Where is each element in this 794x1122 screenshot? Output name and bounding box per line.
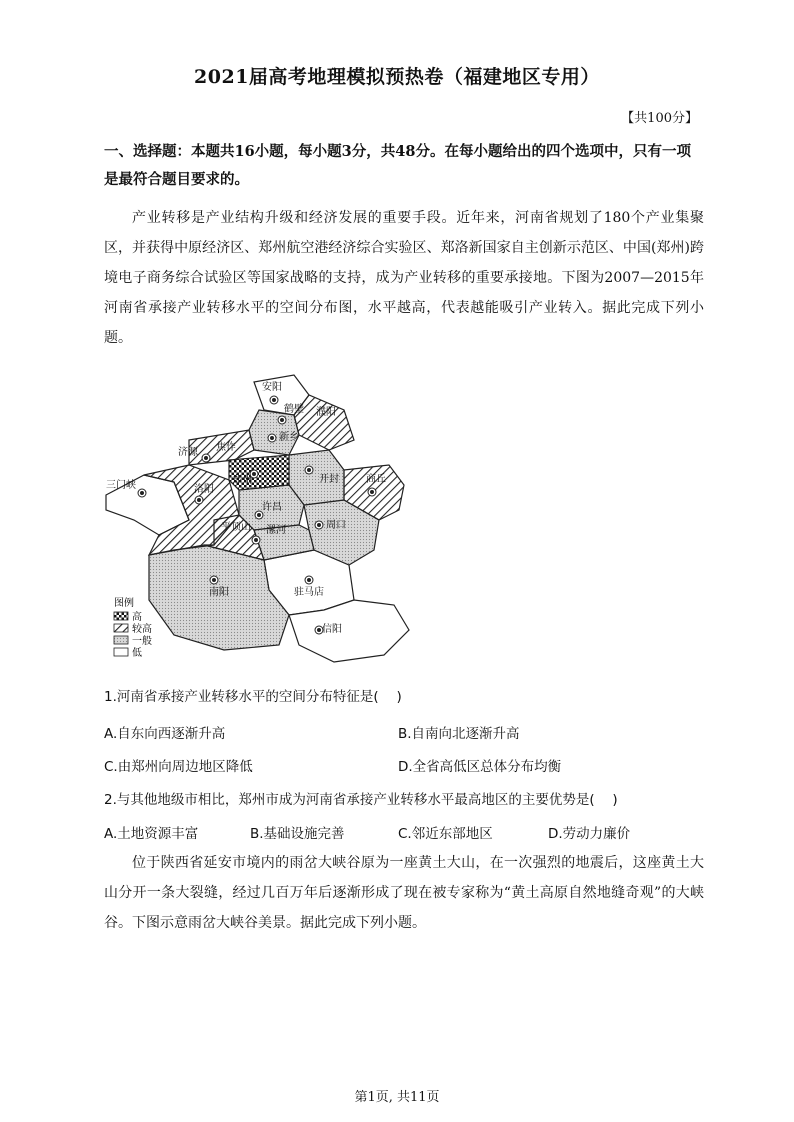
- city-luoyang: 洛阳: [194, 484, 214, 495]
- city-xuchang: 许昌: [262, 502, 282, 513]
- city-jiaozuo: 焦作: [216, 442, 236, 453]
- passage-2: 位于陕西省延安市境内的雨岔大峡谷原为一座黄土大山，在一次强烈的地震后，这座黄土大山分开一条大裂缝，经过几百万年后逐渐形成了现在被专家称为“黄土高原自然地缝奇观”的大峡谷。下图示意雨岔大峡谷美景。据此完成下列小题。: [104, 855, 704, 931]
- q2-option-b[interactable]: B.基础设施完善: [250, 826, 345, 842]
- legend-title: 图例: [114, 598, 134, 609]
- city-hebi: 鹤壁: [284, 404, 304, 415]
- map-legend: [114, 596, 152, 659]
- q1-option-b[interactable]: B.自南向北逐渐升高: [398, 726, 520, 742]
- section-heading: 一、选择题：本题共16小题，每小题3分，共48分。在每小题给出的四个选项中，只有一项是最符合题目要求的。: [104, 143, 691, 188]
- city-puyang: 濮阳: [316, 407, 336, 418]
- city-jiyuan: 济源: [178, 447, 198, 458]
- city-zhoukou: 周口: [326, 520, 346, 531]
- city-kaifeng: 开封: [319, 474, 339, 485]
- city-pingdingshan: 平顶山: [221, 522, 251, 533]
- legend-low: 低: [132, 648, 142, 659]
- q2-option-c[interactable]: C.邻近东部地区: [398, 826, 493, 842]
- city-xinxiang: 新乡: [279, 432, 299, 443]
- henan-map: [104, 370, 424, 670]
- page-title: 2021届高考地理模拟预热卷（福建地区专用）: [194, 66, 600, 88]
- city-anyang: 安阳: [262, 382, 282, 393]
- legend-high: 高: [132, 612, 142, 623]
- city-luohe: 漯河: [266, 525, 286, 536]
- question-1-stem: 1.河南省承接产业转移水平的空间分布特征是( ): [104, 689, 402, 705]
- legend-medium: 一般: [132, 636, 152, 647]
- legend-higher: 较高: [132, 624, 152, 635]
- q1-option-d[interactable]: D.全省高低区总体分布均衡: [398, 759, 562, 775]
- city-sanmenxia: 三门峡: [106, 480, 136, 491]
- question-2-stem: 2.与其他地级市相比，郑州市成为河南省承接产业转移水平最高地区的主要优势是( ): [104, 792, 618, 808]
- q1-option-a[interactable]: A.自东向西逐渐升高: [104, 726, 226, 742]
- q1-option-c[interactable]: C.由郑州向周边地区降低: [104, 759, 253, 775]
- city-xinyang: 信阳: [322, 624, 342, 635]
- city-nanyang: 南阳: [209, 587, 229, 598]
- q2-option-a[interactable]: A.土地资源丰富: [104, 826, 199, 842]
- total-score: 【共100分】: [621, 111, 698, 126]
- city-zhengzhou: 郑州: [232, 475, 252, 486]
- page-footer: 第1页, 共11页: [354, 1090, 440, 1105]
- passage-1: 产业转移是产业结构升级和经济发展的重要手段。近年来，河南省规划了180个产业集聚区，并获得中原经济区、郑州航空港经济综合实验区、郑洛新国家自主创新示范区、中国(郑州)跨境电子商务综合试验区等国家战略的支持，成为产业转移的重要承接地。下图为2007—2015年河南省承接产业转移水平的空间分布图，水平越高，代表越能吸引产业转入。据此完成下列小题。: [104, 210, 704, 346]
- city-shangqiu: 商丘: [366, 474, 386, 485]
- q2-option-d[interactable]: D.劳动力廉价: [548, 826, 631, 842]
- city-zhumadian: 驻马店: [294, 587, 324, 598]
